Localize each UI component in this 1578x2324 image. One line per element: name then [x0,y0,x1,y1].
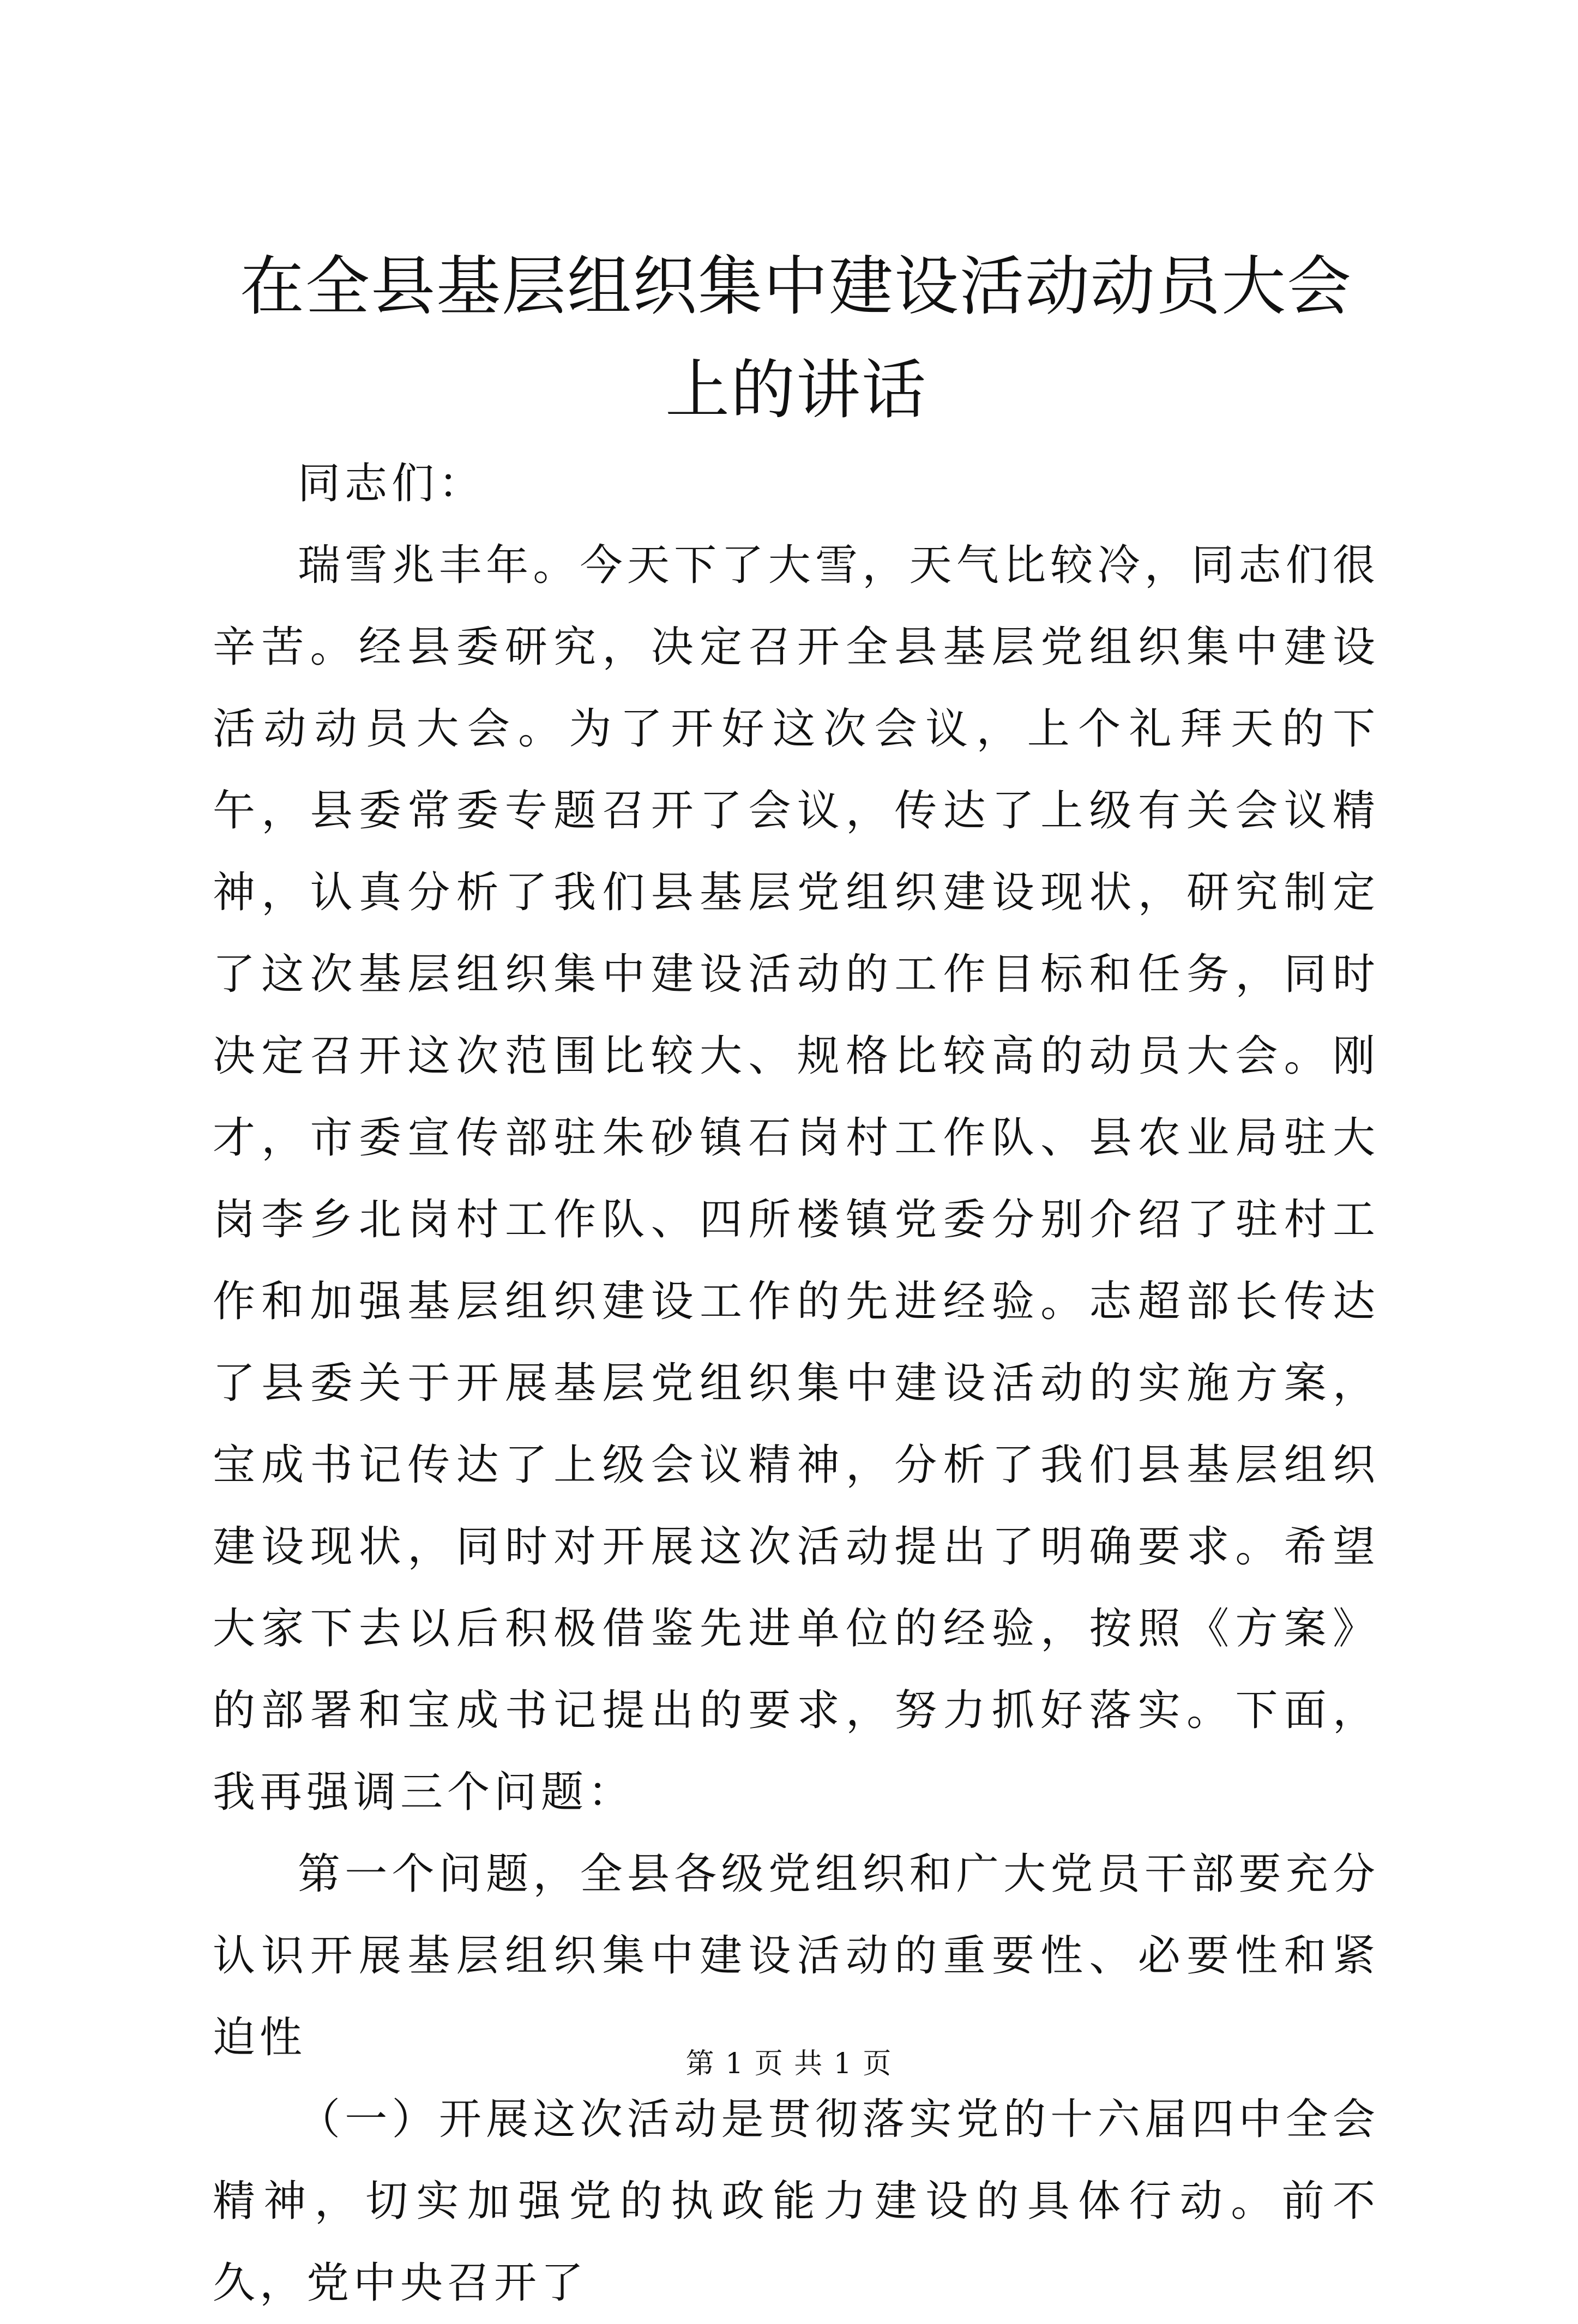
document-body [213,443,1380,2324]
subsection-paragraph: （一）开展这次活动是贯彻落实党的十六届四中全会精神，切实加强党的执政能力建设的具体行动。前不久，党中央召开了 [213,2095,1380,2308]
document-title: 在全县基层组织集中建设活动动员大会上的讲话 [239,249,1352,428]
section-heading-paragraph: 第一个问题，全县各级党组织和广大党员干部要充分认识开展基层组织集中建设活动的重要性、必要性和紧迫性 [213,1850,1380,2062]
opening-paragraph: 瑞雪兆丰年。今天下了大雪，天气比较冷，同志们很辛苦。经县委研究，决定召开全县基层党组织集中建设活动动员大会。为了开好这次会议，上个礼拜天的下午，县委常委专题召开了会议，传达了上级有关会议精神，认真分析了我们县基层党组织建设现状，研究制定了这次基层组织集中建设活动的工作目标和任务，同时决定召开这次范围比较大、规格比较高的动员大会。刚才，市委宣传部驻朱砂镇石岗村工作队、县农业局驻大岗李乡北岗村工作队、四所楼镇党委分别介绍了驻村工作和加强基层组织建设工作的先进经验。志超部长传达了县委关于开展基层党组织集中建设活动的实施方案，宝成书记传达了上级会议精神，分析了我们县基层组织建设现状，同时对开展这次活动提出了明确要求。希望大家下去以后积极借鉴先进单位的经验，按照《方案》的部署和宝成书记提出的要求，努力抓好落实。下面，我再强调三个问题： [213,541,1380,1817]
salutation-paragraph: 同志们： [298,459,486,508]
page-number-footer: 第 1 页 共 1 页 [685,2048,893,2080]
